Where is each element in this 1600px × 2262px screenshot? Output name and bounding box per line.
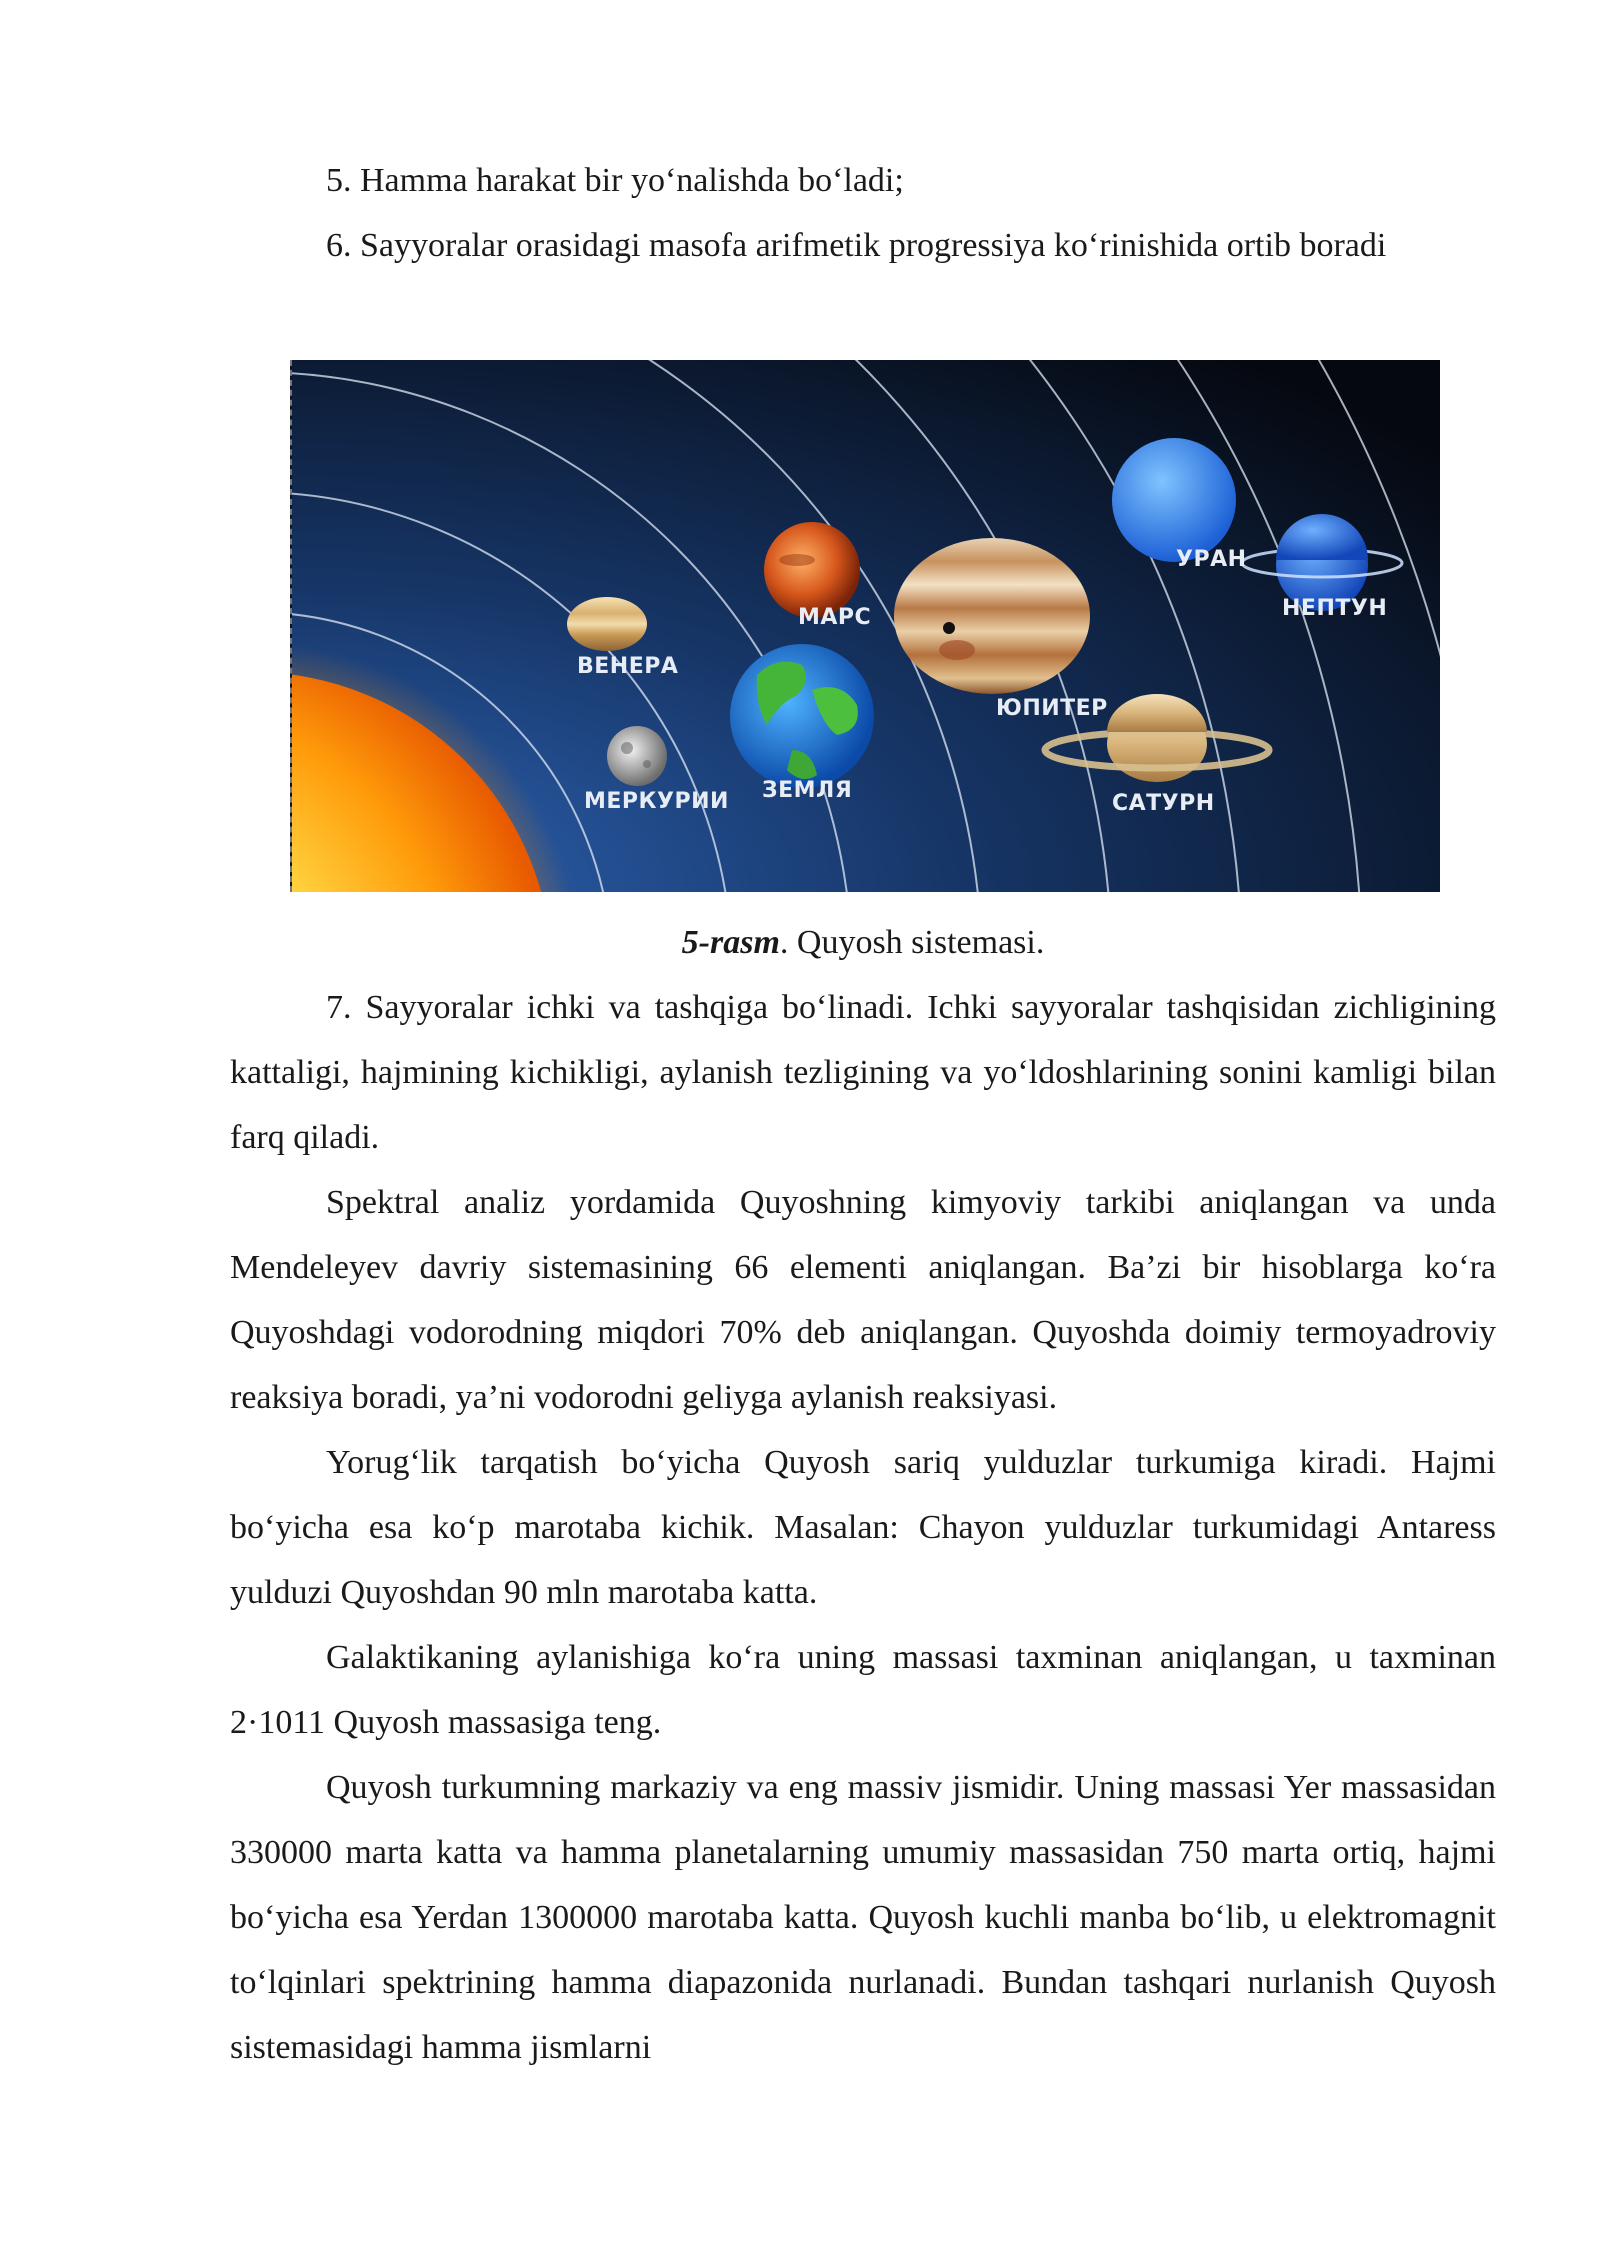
paragraph-item-5: 5. Hamma harakat bir yo‘nalishda bo‘ladi; — [326, 162, 904, 199]
label-mercury: МЕРКУРИИ — [584, 789, 729, 814]
paragraph-light: Yorug‘lik tarqatish bo‘yicha Quyosh sariq yulduzlar turkumiga kiradi. Hajmi bo‘yicha esa ko‘p marotaba kichik. Masalan: Chayon yulduzlar turkumidagi Antaress yulduzi Quyoshdan 90 mln marotaba katta. — [230, 1444, 1496, 1611]
label-jupiter: ЮПИТЕР — [996, 696, 1108, 721]
figure-container — [230, 278, 1496, 910]
paragraph-item-6: 6. Sayyoralar orasidagi masofa arifmetik progressiya ko‘rinishida ortib boradi — [326, 227, 1387, 264]
document-page — [230, 148, 1496, 2080]
caption-text: . Quyosh sistemasi. — [779, 924, 1045, 961]
label-venus: ВЕНЕРА — [577, 654, 679, 679]
paragraph-sun-mass: Quyosh turkumning markaziy va eng massiv jismidir. Uning massasi Yer massasidan 330000 marta katta va hamma planetalarning umumiy massasidan 750 marta ortiq, hajmi bo‘yicha esa Yerdan 1300000 marotaba katta. Quyosh kuchli manba bo‘lib, u elektromagnit to‘lqinlari spektrining hamma diapazonida nurlanadi. Bundan tashqari nurlanish Quyosh sistemasidagi hamma jismlarni — [230, 1769, 1496, 2066]
caption-number: 5-rasm — [681, 924, 780, 961]
paragraph-spectral: Spektral analiz yordamida Quyoshning kimyoviy tarkibi aniqlangan va unda Mendeleyev davriy sistemasining 66 elementi aniqlangan. Ba’zi bir hisoblarga ko‘ra Quyoshdagi vodorodning miqdori 70% deb aniqlangan. Quyoshda doimiy termoyadroviy reaksiya boradi, ya’ni vodorodni geliyga aylanish reaksiyasi. — [230, 1184, 1496, 1416]
label-neptune: НЕПТУН — [1282, 596, 1388, 621]
figure-caption — [230, 910, 1496, 975]
paragraph-item-7: 7. Sayyoralar ichki va tashqiga bo‘linadi. Ichki sayyoralar tashqisidan zichligining kattaligi, hajmining kichikligi, aylanish tezligining va yo‘ldoshlarining sonini kamligi bilan farq qiladi. — [230, 989, 1496, 1156]
label-saturn: САТУРН — [1112, 791, 1215, 816]
label-mars: МАРС — [798, 605, 872, 630]
solar-system-image — [290, 360, 1440, 892]
label-uranus: УРАН — [1176, 547, 1247, 572]
paragraph-galaxy: Galaktikaning aylanishiga ko‘ra uning massasi taxminan aniqlangan, u taxminan 2·1011 Quyosh massasiga teng. — [230, 1639, 1496, 1741]
label-earth: ЗЕМЛЯ — [762, 778, 853, 803]
